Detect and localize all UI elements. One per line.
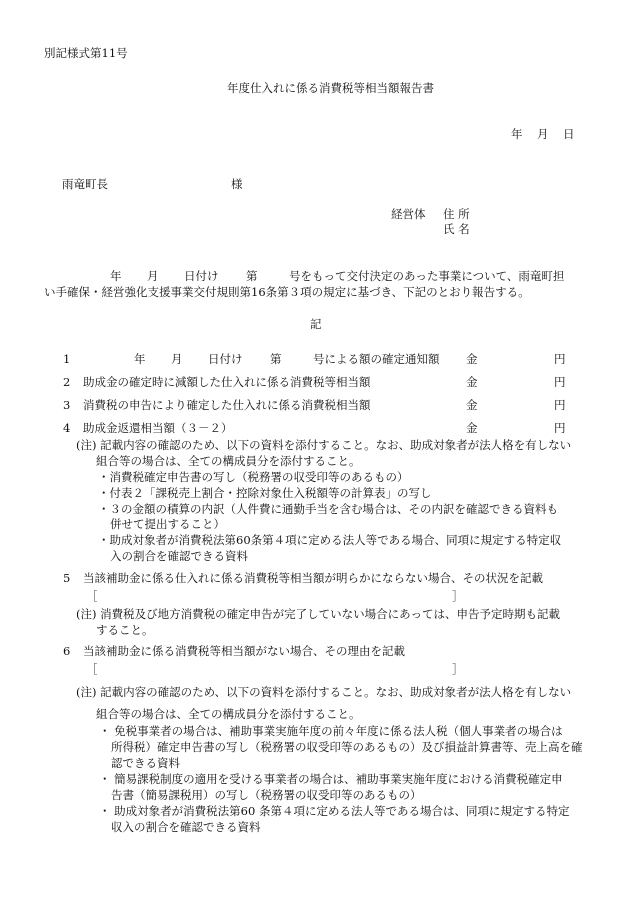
date-day: 日 [563,127,575,141]
submitter-label: 経営体 [391,207,426,221]
addressee-name: 雨竜町長 [62,177,108,191]
bracket-close: ］ [452,662,464,676]
list-item: 併せて提出すること） [110,517,225,531]
list-item: ・付表２「課税売上割合・控除対象仕入税額等の計算表」の写し [98,486,432,500]
address-label: 住 所 [443,207,470,221]
form-number: 別記様式第11号 [44,46,128,60]
document-title: 年度仕入れに係る消費税等相当額報告書 [227,81,434,95]
report-document: 別記様式第11号 年度仕入れに係る消費税等相当額報告書 年 月 日 雨竜町長 様 経営体 住 所 氏 名 年 月 日付け 第 号をもって交付決定のあった事業について、雨竜町担 い手確保・経営強化支援事業交付規則第16条第３項の規定に基づき、下記のとおり報告する。 記 1 年 月 日付け 第 号による額の確定通知額 金 円 2 助成金の確定時に減額した仕入れに係る消費税等相当額 金 円 3 消費税の申告により確定した仕入れに係る消費税相当額 金 円 4 助成金返還相当額（３－２） 金 円 (注) 記載内容の確認のため、以下の資料を添付すること。なお、助成対象者が法人格を有しない 組合等の場合は、全ての構成員分を添付すること。 ・消費税確定申告書の写し（税務署の収受印等のあるもの） ・付表２「課税売上割合・控除対象仕入税額等の計算表」の写し ・３の金額の積算の内訳（人件費に通勤手当を含む場合は、その内訳を確認できる資料も 併せて提出すること） ・助成対象者が消費税法第60条第４項に定める法人等である場合、同項に規定する特定収 入の割合を確認できる資料 5 当該補助金に係る仕入れに係る消費税等相当額が明らかにならない場合、その状況を記載 ［ ］ (注) 消費税及び地方消費税の確定申告が完了していない場合にあっては、申告予定時期も記載 すること。 6 当該補助金に係る消費税等相当額がない場合、その理由を記載 ［ ］ (注) 記載内容の確認のため、以下の資料を添付すること。なお、助成対象者が法人格を有しない 組合等の場合は、全ての構成員分を添付すること。 ・ 免税事業者の場合は、補助事業実施年度の前々年度に係る法人税（個人事業者の場合は 所得税）確定申告書の写し（税務署の収受印等のあるもの）及び損益計算書等、売上高を確 認できる資料 ・ 簡易課税制度の適用を受ける事業者の場合は、補助事業実施年度における消費税確定申 告書（簡易課税用）の写し（税務署の収受印等のあるもの） ・ 助成対象者が消費税法第60 条第４項に定める法人等である場合は、同項に規定する特定 収入の割合を確認できる資料 [44,46,583,834]
list-item: ・３の金額の積算の内訳（人件費に通勤手当を含む場合は、その内訳を確認できる資料も [98,502,558,516]
bracket-open: ［ [86,662,98,676]
list-item: ・ 簡易課税制度の適用を受ける事業者の場合は、補助事業実施年度における消費税確定申 [99,772,563,786]
list-item: ・消費税確定申告書の写し（税務署の収受印等のあるもの） [98,470,409,484]
date-month: 月 [537,127,549,141]
list-item: ・ 助成対象者が消費税法第60 条第４項に定める法人等である場合は、同項に規定する特定 [99,804,570,818]
list-item: 告書（簡易課税用）の写し（税務署の収受印等のあるもの） [111,788,422,802]
ki-heading: 記 [310,317,322,331]
list-item: ・助成対象者が消費税法第60条第４項に定める法人等である場合、同項に規定する特定収 [98,533,562,547]
name-label: 氏 名 [443,222,470,236]
list-item: 入の割合を確認できる資料 [110,549,248,563]
list-item: 所得税）確定申告書の写し（税務署の収受印等のあるもの）及び損益計算書等、売上高を確 [111,740,583,754]
bracket-open: ［ [86,589,98,603]
list-item: ・ 免税事業者の場合は、補助事業実施年度の前々年度に係る法人税（個人事業者の場合は [99,724,563,738]
bracket-close: ］ [452,589,464,603]
list-item: 収入の割合を確認できる資料 [111,820,261,834]
date-year: 年 [511,127,523,141]
addressee-honorific: 様 [231,177,243,191]
list-item: 認できる資料 [111,756,180,770]
